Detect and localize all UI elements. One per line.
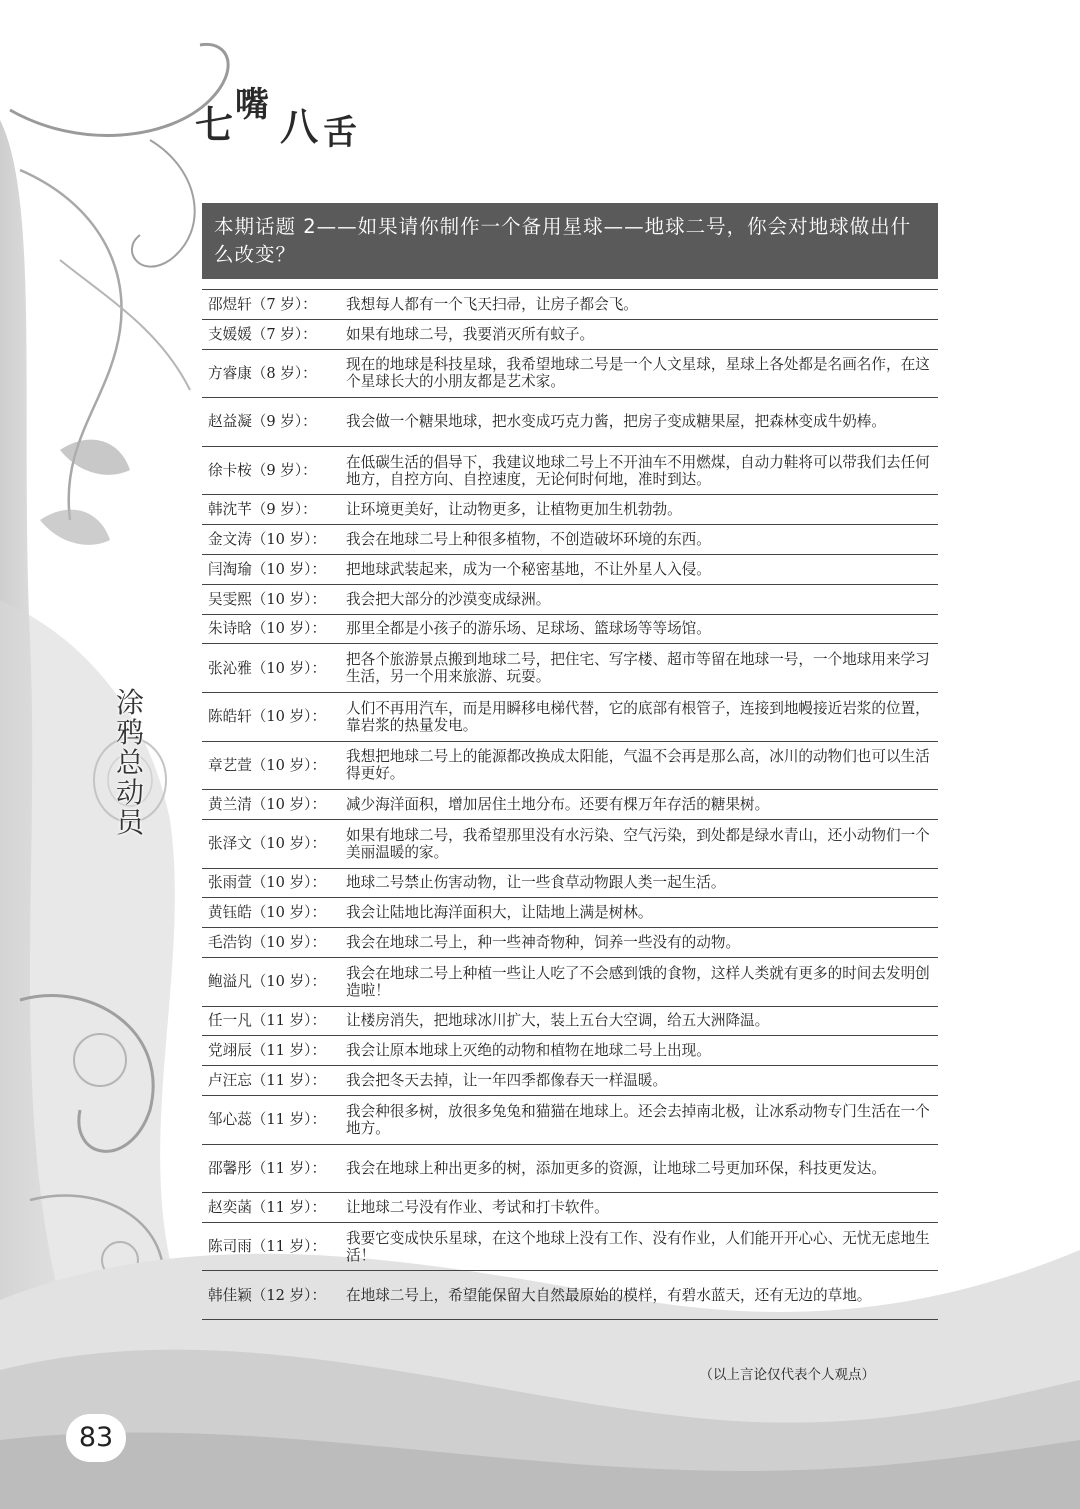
entry-row [202,789,938,819]
entry-text: 我会种很多树，放很多兔兔和猫猫在地球上。还会去掉南北极，让冰系动物专门生活在一个地方。 [346,1102,930,1137]
entry-name: 赵奕菡（11 岁）： [208,1198,327,1216]
entry-text: 我会在地球二号上种很多植物，不创造破坏环境的东西。 [346,531,711,549]
entry-text: 把各个旅游景点搬到地球二号，把住宅、写字楼、超市等留在地球一号，一个地球用来学习生活，另一个用来旅游、玩耍。 [346,651,930,686]
entry-name: 黄兰清（10 岁）： [208,796,327,814]
entry-name: 邹心蕊（11 岁）： [208,1111,327,1129]
entry-name: 陈司雨（11 岁）： [208,1238,327,1256]
entry-name: 朱诗晗（10 岁）： [208,620,327,638]
entry-row [202,446,938,495]
entry-row [202,1006,938,1036]
entry-text: 我会把大部分的沙漠变成绿洲。 [346,590,551,608]
entry-name: 党翊辰（11 岁）： [208,1042,327,1060]
page-number: 83 [66,1414,126,1462]
entry-text: 如果有地球二号，我要消灭所有蚊子。 [346,325,595,343]
entry-name: 陈皓轩（10 岁）： [208,708,327,726]
entry-text: 让楼房消失，把地球冰川扩大，装上五台大空调，给五大洲降温。 [346,1012,770,1030]
entry-text: 我会让原本地球上灭绝的动物和植物在地球二号上出现。 [346,1042,711,1060]
entry-row [202,1095,938,1144]
title-char: 舌 [323,113,357,153]
entry-text: 减少海洋面积，增加居住土地分布。还要有棵万年存活的糖果树。 [346,796,770,814]
entry-name: 支媛媛（7 岁）： [208,325,317,343]
entry-name: 任一凡（11 岁）： [208,1012,327,1030]
entry-text: 我会在地球二号上种植一些让人吃了不会感到饿的食物，这样人类就有更多的时间去发明创造啦！ [346,964,930,999]
entry-row [202,289,938,319]
entry-name: 鲍溢凡（10 岁）： [208,973,327,991]
entry-row [202,1065,938,1095]
entry-name: 吴雯熙（10 岁）： [208,590,327,608]
title-char: 嘴 [235,85,269,125]
entry-row [202,643,938,692]
entry-text: 我会把冬天去掉，让一年四季都像春天一样温暖。 [346,1072,668,1089]
entry-row [202,1144,938,1193]
entry-text: 在低碳生活的倡导下，我建议地球二号上不开油车不用燃煤，自动力鞋将可以带我们去任何地方，自控方向、自控速度，无论何时何地，准时到达。 [346,453,930,488]
section-title [195,85,395,158]
title-char: 八 [280,105,319,149]
entry-name: 张雨萱（10 岁）： [208,874,327,892]
entry-name: 徐卡桉（9 岁）： [208,462,317,480]
entry-text: 人们不再用汽车，而是用瞬移电梯代替，它的底部有根管子，连接到地幔接近岩浆的位置，靠岩浆的热量发电。 [346,699,930,734]
entry-name: 章艺萱（10 岁）： [208,756,327,774]
entry-text: 我会做一个糖果地球，把水变成巧克力酱，把房子变成糖果屋，把森林变成牛奶棒。 [346,413,886,431]
entry-row [202,319,938,349]
entry-text: 我会在地球二号上，种一些神奇物种，饲养一些没有的动物。 [346,934,741,952]
entry-text: 我想每人都有一个飞天扫帚，让房子都会飞。 [346,295,638,313]
entry-name: 张泽文（10 岁）： [208,835,327,853]
entry-text: 我要它变成快乐星球，在这个地球上没有工作、没有作业，人们能开开心心、无忧无虑地生活！ [346,1229,930,1264]
entry-text: 我会让陆地比海洋面积大，让陆地上满是树林。 [346,904,653,922]
entry-name: 闫淘瑜（10 岁）： [208,560,327,578]
entry-row [202,554,938,584]
entry-name: 黄钰皓（10 岁）： [208,904,327,922]
entry-row [202,868,938,898]
entry-row [202,349,938,398]
entry-row [202,692,938,741]
entry-row [202,584,938,614]
entry-row [202,524,938,554]
entry-name: 韩佳颖（12 岁）： [208,1286,327,1304]
entries-table [202,289,938,1320]
side-column-label: 涂鸦总动员 [115,686,144,839]
entry-name: 卢汪忘（11 岁）： [208,1072,327,1089]
entry-text: 如果有地球二号，我希望那里没有水污染、空气污染，到处都是绿水青山，还小动物们一个美丽温暖的家。 [346,826,930,861]
entry-name: 邵煜轩（7 岁）： [208,295,317,313]
entry-name: 邵馨彤（11 岁）： [208,1159,327,1177]
entry-row [202,1222,938,1271]
entry-name: 方睿康（8 岁）： [208,364,317,382]
entry-name: 金文涛（10 岁）： [208,531,327,549]
entry-text: 我会在地球上种出更多的树，添加更多的资源，让地球二号更加环保，科技更发达。 [346,1159,886,1177]
entry-name: 张沁雅（10 岁）： [208,659,327,677]
title-char: 七 [195,103,234,147]
entry-row [202,397,938,446]
entry-text: 把地球武装起来，成为一个秘密基地，不让外星人入侵。 [346,560,711,578]
entry-row [202,1270,938,1319]
entry-row [202,614,938,644]
entry-text: 现在的地球是科技星球，我希望地球二号是一个人文星球，星球上各处都是名画名作，在这个星球长大的小朋友都是艺术家。 [346,356,930,391]
entry-text: 在地球二号上，希望能保留大自然最原始的模样，有碧水蓝天，还有无边的草地。 [346,1286,872,1304]
entry-text: 我想把地球二号上的能源都改换成太阳能，气温不会再是那么高，冰川的动物们也可以生活得更好。 [346,748,930,783]
entry-row [202,819,938,868]
entry-name: 韩沈芊（9 岁）： [208,501,317,519]
entry-text: 让环境更美好，让动物更多，让植物更加生机勃勃。 [346,501,682,519]
entry-row [202,494,938,524]
topic-banner: 本期话题 2——如果请你制作一个备用星球——地球二号，你会对地球做出什么改变？ [202,203,938,279]
entry-row [202,1192,938,1222]
entry-text: 让地球二号没有作业、考试和打卡软件。 [346,1198,609,1216]
entry-row [202,897,938,927]
entry-text: 地球二号禁止伤害动物，让一些食草动物跟人类一起生活。 [346,874,726,892]
entry-text: 那里全都是小孩子的游乐场、足球场、篮球场等等场馆。 [346,620,711,638]
entry-row [202,957,938,1006]
disclaimer-note: （以上言论仅代表个人观点） [699,1367,875,1383]
entry-row [202,927,938,957]
entry-name: 毛浩钧（10 岁）： [208,934,327,952]
entry-row [202,741,938,790]
entry-row [202,1035,938,1065]
entry-name: 赵益凝（9 岁）： [208,413,317,431]
